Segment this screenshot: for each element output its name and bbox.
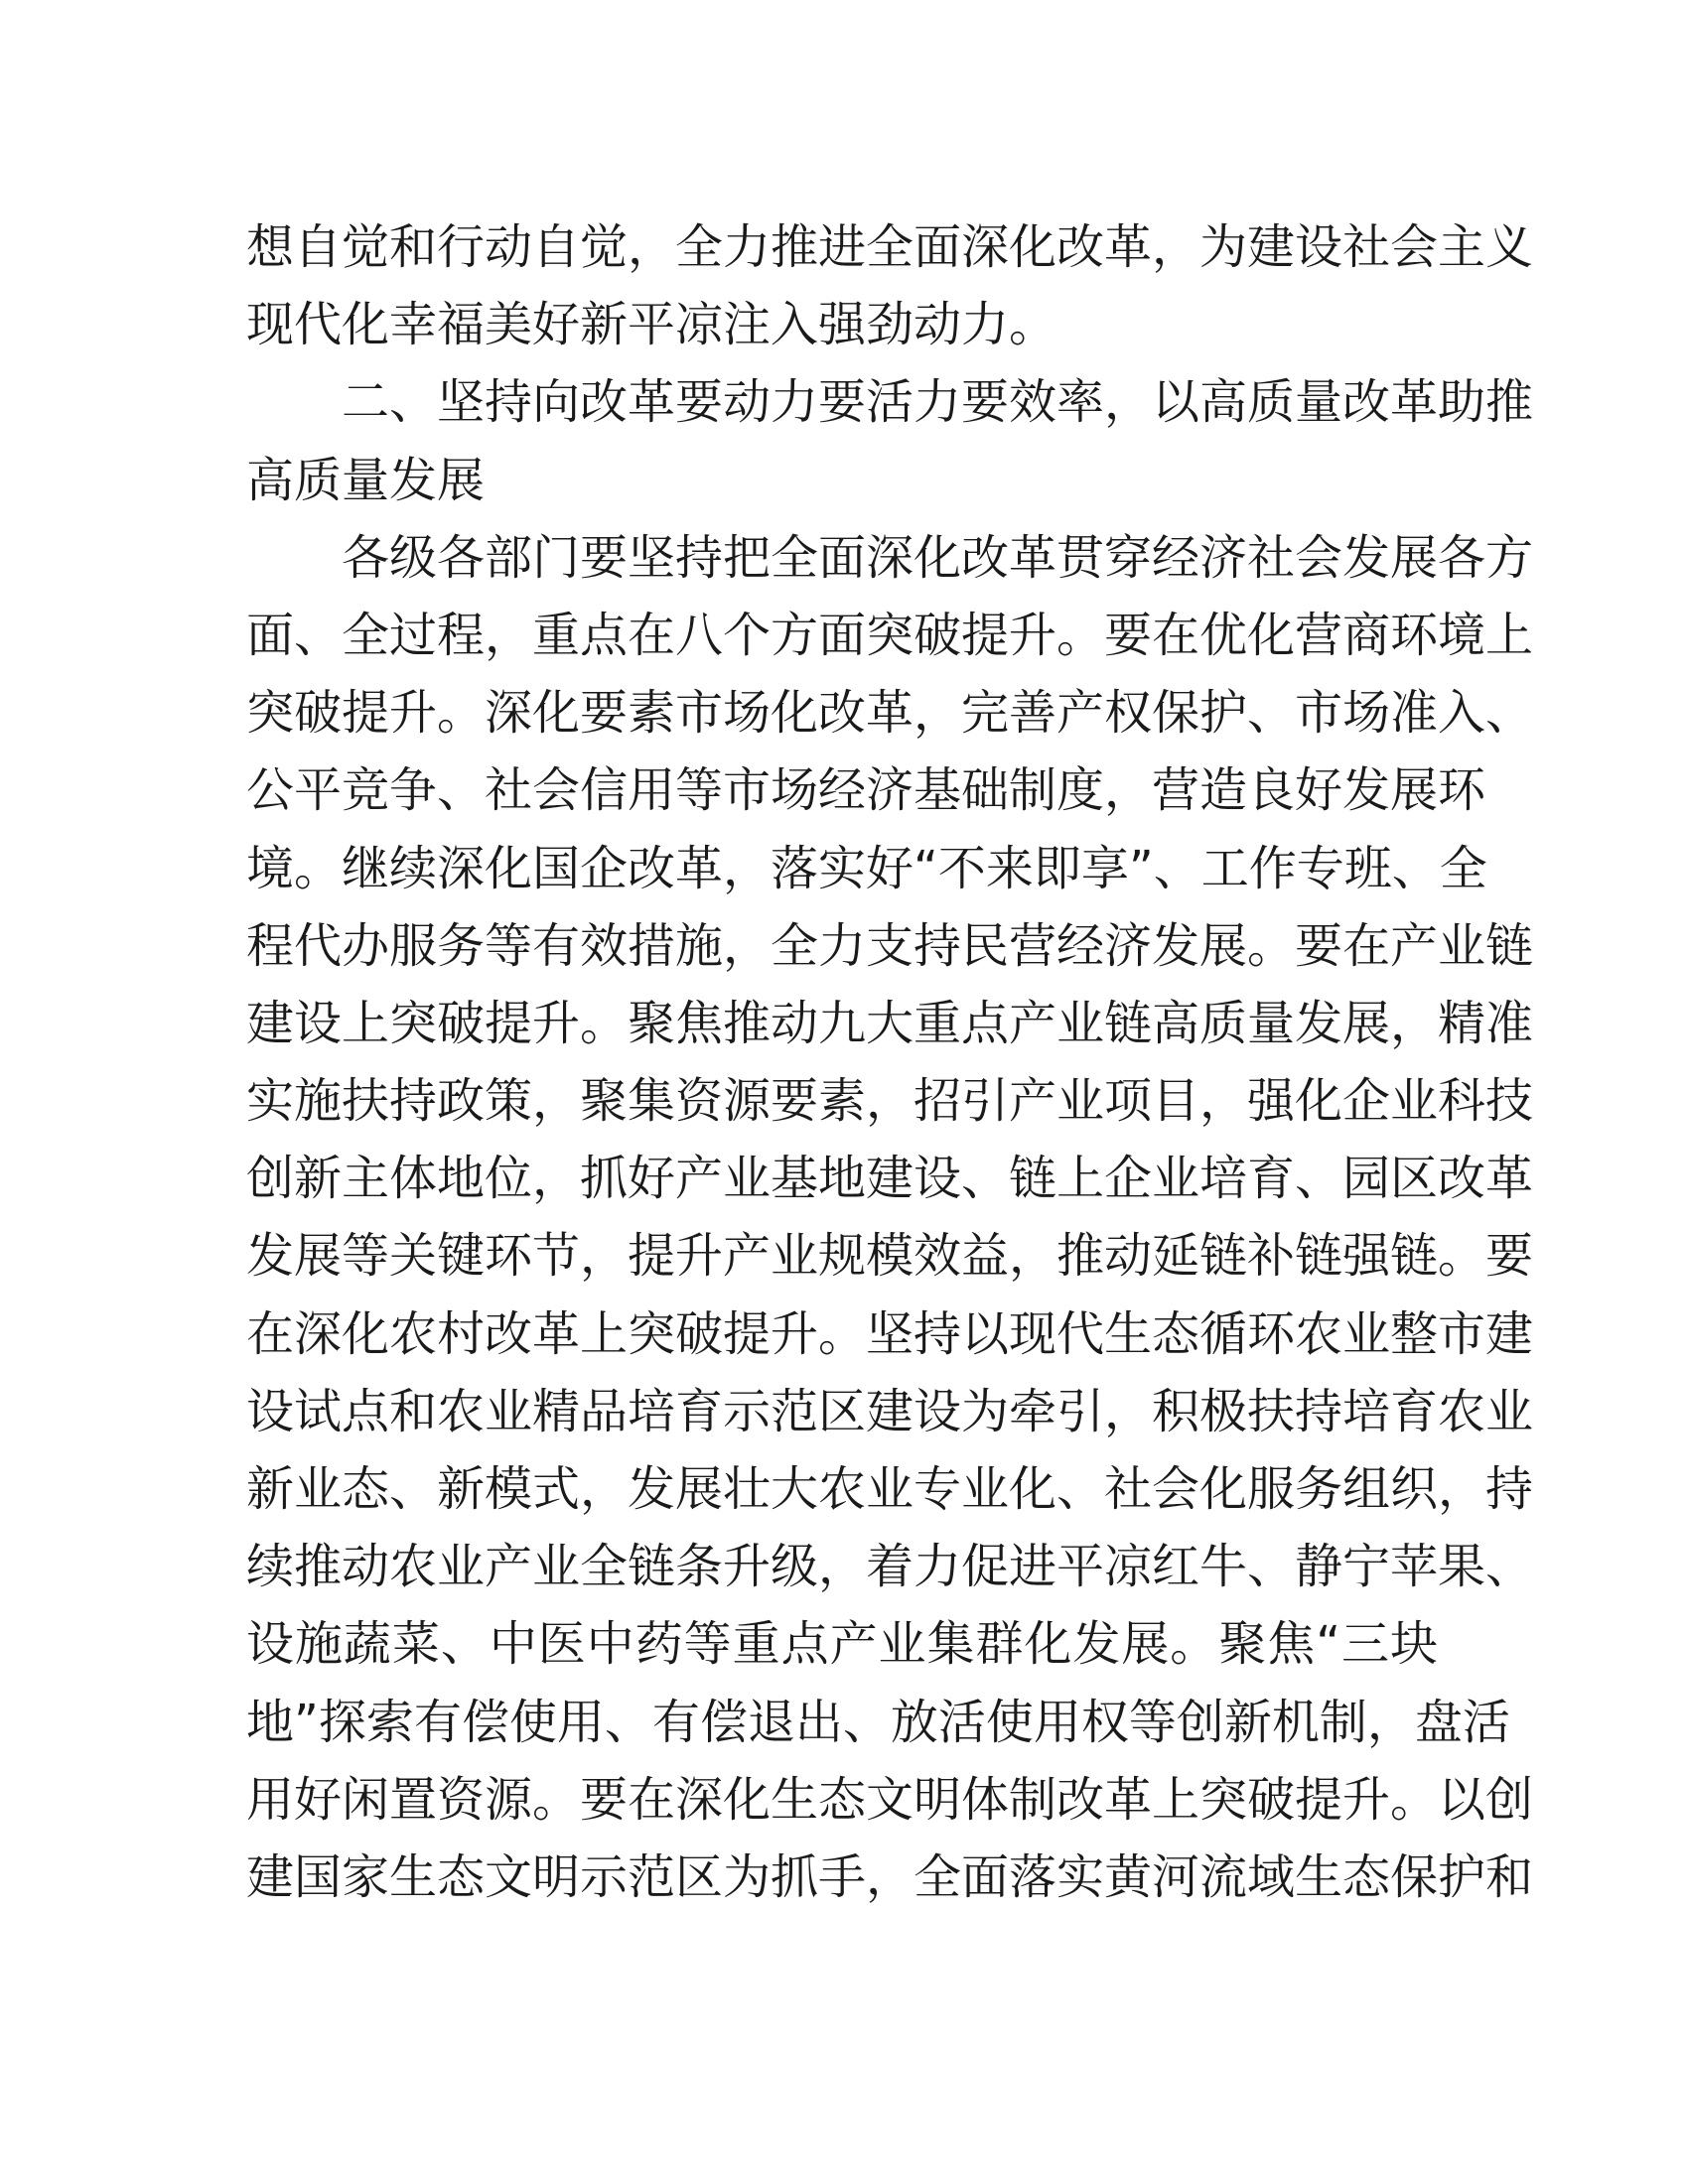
text-line: 新业态、新模式，发展壮大农业专业化、社会化服务组织，持 xyxy=(246,1461,1534,1517)
text-line: 设试点和农业精品培育示范区建设为牵引，积极扶持培育农业 xyxy=(246,1383,1534,1439)
text-line: 创新主体地位，抓好产业基地建设、链上企业培育、园区改革 xyxy=(246,1151,1534,1207)
text-line: 用好闲置资源。要在深化生态文明体制改革上突破提升。以创 xyxy=(246,1771,1534,1828)
text-line: 现代化幸福美好新平凉注入强劲动力。 xyxy=(246,297,1057,353)
body-text xyxy=(246,208,1534,1916)
text-line: 在深化农村改革上突破提升。坚持以现代生态循环农业整市建 xyxy=(246,1305,1534,1362)
text-line: 各级各部门要坚持把全面深化改革贯穿经济社会发展各方 xyxy=(342,529,1534,586)
section-heading-line: 高质量发展 xyxy=(246,452,486,508)
text-line: 地”探索有偿使用、有偿退出、放活使用权等创新机制，盘活 xyxy=(246,1694,1510,1750)
text-line: 境。继续深化国企改革，落实好“不来即享”、工作专班、全 xyxy=(246,840,1487,896)
text-line: 实施扶持政策，聚集资源要素，招引产业项目，强化企业科技 xyxy=(246,1073,1534,1130)
text-line: 发展等关键环节，提升产业规模效益，推动延链补链强链。要 xyxy=(246,1228,1534,1285)
section-heading-line: 二、坚持向改革要动力要活力要效率，以高质量改革助推 xyxy=(342,374,1534,431)
text-line: 续推动农业产业全链条升级，着力促进平凉红牛、静宁苹果、 xyxy=(246,1539,1534,1595)
text-line: 突破提升。深化要素市场化改革，完善产权保护、市场准入、 xyxy=(246,685,1534,742)
text-line: 面、全过程，重点在八个方面突破提升。要在优化营商环境上 xyxy=(246,607,1534,663)
text-line: 想自觉和行动自觉，全力推进全面深化改革，为建设社会主义 xyxy=(246,219,1534,275)
text-line: 建国家生态文明示范区为抓手，全面落实黄河流域生态保护和 xyxy=(246,1848,1534,1905)
text-line: 程代办服务等有效措施，全力支持民营经济发展。要在产业链 xyxy=(246,917,1534,974)
text-line: 设施蔬菜、中医中药等重点产业集群化发展。聚焦“三块 xyxy=(246,1616,1438,1673)
text-line: 公平竞争、社会信用等市场经济基础制度，营造良好发展环 xyxy=(246,762,1486,819)
text-line: 建设上突破提升。聚焦推动九大重点产业链高质量发展，精准 xyxy=(246,995,1534,1051)
